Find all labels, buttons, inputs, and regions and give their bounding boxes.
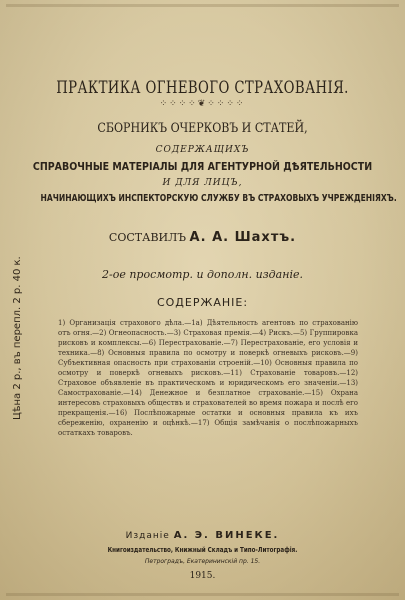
edition-note: 2-ое просмотр. и дополн. изданіе. (102, 268, 303, 281)
compiler-name: А. А. Шахтъ. (189, 230, 297, 245)
publisher-description: Книгоиздательство, Книжный Складъ и Типо-Литографія. (107, 546, 298, 554)
beginners-line: НАЧИНАЮЩИХЪ ИНСПЕКТОРСКУЮ СЛУЖБУ ВЪ СТРАХОВЫХЪ УЧРЕЖДЕНІЯХЪ. (40, 193, 397, 204)
publisher (0, 530, 405, 541)
page-edge-top (6, 4, 399, 7)
publisher-label: Изданіе (125, 531, 170, 541)
compiler (0, 230, 405, 245)
compiler-label: СОСТАВИЛЪ (108, 231, 187, 244)
contains-line: СОДЕРЖАЩИХЪ (155, 145, 250, 155)
contents-text: 1) Организація страхового дѣла.—1а) Дѣятельность агентовъ по страхованію отъ огня.—2) Огнеопасность.—3) Страховая премія.—4) Рискъ.—5) Группировка рисковъ и комплексы.—6) Перестрахованіе.—7) Перестрахованіе, его условія и техника.—8) Основныя правила по осмотру и поверкѣ огневыхъ рисковъ.—9) Субъективная опасность при страхованіи строеній.—10) Основныя правила по осмотру и поверкѣ огневыхъ рисковъ.—11) Страхованіе товаровъ.—12) Страховое объявленіе въ практическомъ и юридическомъ его значеніи.—13) Самострахованіе.—14) Денежное и безплатное страхованіе.—15) Охрана интересовъ страховыхъ обществъ и страхователей во время пожара и послѣ его прекращенія.—16) Послѣпожарные остатки и основныя правила къ ихъ сбереженію, охраненію и оцѣнкѣ.—17) Общія замѣчанія о послѣпожарныхъ остаткахъ товаровъ. (58, 319, 358, 437)
materials-line: СПРАВОЧНЫЕ МАТЕРІАЛЫ ДЛЯ АГЕНТУРНОЙ ДѢЯТЕЛЬНОСТИ (32, 160, 373, 173)
page-edge-bottom (6, 593, 399, 596)
publication-year: 1915. (189, 571, 216, 581)
book-title: ПРАКТИКА ОГНЕВОГО СТРАХОВАНІЯ. (56, 78, 349, 98)
ornament-divider: ⁘⁘⁘⁘❦⁘⁘⁘⁘ (159, 99, 246, 109)
publisher-address: Петроградъ, Екатерининскій пр. 15. (144, 558, 261, 565)
book-subtitle: СБОРНИКЪ ОЧЕРКОВЪ И СТАТЕЙ, (97, 121, 308, 136)
publisher-name: А. Э. ВИНЕКЕ. (173, 530, 280, 541)
for-persons-line: И ДЛЯ ЛИЦЪ, (162, 178, 243, 188)
contents-heading: СОДЕРЖАНІЕ: (156, 296, 249, 309)
price-note: Цѣна 2 р., въ перепл. 2 р. 40 к. (12, 256, 23, 420)
